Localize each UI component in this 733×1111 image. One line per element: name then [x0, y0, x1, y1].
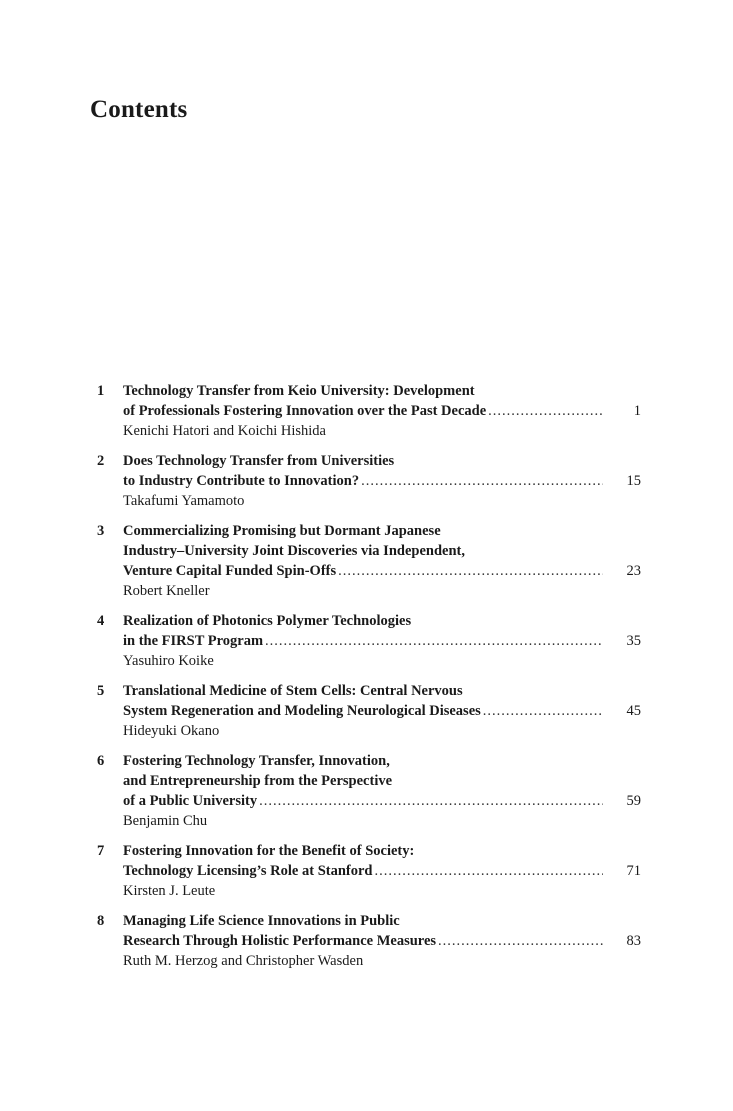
page-number: 1 — [633, 403, 641, 419]
chapter-title-line: Does Technology Transfer from Universities — [123, 453, 395, 469]
page-number: 71 — [626, 863, 641, 879]
page-number: 15 — [626, 473, 641, 489]
chapter-number: 5 — [97, 683, 105, 699]
chapter-author: Benjamin Chu — [123, 813, 208, 829]
chapter-title-line: Venture Capital Funded Spin-Offs — [123, 563, 337, 579]
toc-entry-4 — [0, 611, 733, 671]
dot-leader — [265, 631, 603, 651]
chapter-title-line: Translational Medicine of Stem Cells: Central Nervous — [123, 683, 463, 699]
table-of-contents — [0, 381, 733, 981]
chapter-number: 3 — [97, 523, 105, 539]
chapter-author: Kirsten J. Leute — [123, 883, 216, 899]
chapter-number: 8 — [97, 913, 105, 929]
toc-entry-2 — [0, 451, 733, 511]
chapter-number: 2 — [97, 453, 105, 469]
dot-leader — [483, 701, 603, 721]
chapter-title-line: of Professionals Fostering Innovation over the Past Decade — [123, 403, 487, 419]
chapter-title-line: Realization of Photonics Polymer Technologies — [123, 613, 412, 629]
chapter-author: Robert Kneller — [123, 583, 210, 599]
page-number: 45 — [626, 703, 641, 719]
chapter-title-line: System Regeneration and Modeling Neurological Diseases — [123, 703, 481, 719]
chapter-number: 1 — [97, 383, 105, 399]
page-number: 83 — [626, 933, 641, 949]
dot-leader — [438, 931, 603, 951]
chapter-number: 6 — [97, 753, 105, 769]
chapter-title-line: Industry–University Joint Discoveries via Independent, — [123, 543, 465, 559]
chapter-title-line: to Industry Contribute to Innovation? — [123, 473, 360, 489]
dot-leader — [488, 401, 603, 421]
toc-entry-7 — [0, 841, 733, 901]
page-number: 59 — [626, 793, 641, 809]
chapter-title-line: Managing Life Science Innovations in Public — [123, 913, 400, 929]
chapter-title-line: and Entrepreneurship from the Perspective — [123, 773, 393, 789]
chapter-author: Ruth M. Herzog and Christopher Wasden — [123, 953, 364, 969]
chapter-title-line: Technology Transfer from Keio University: Development — [123, 383, 475, 399]
dot-leader — [374, 861, 603, 881]
chapter-title-line: Fostering Innovation for the Benefit of Society: — [123, 843, 415, 859]
chapter-number: 7 — [97, 843, 105, 859]
chapter-author: Yasuhiro Koike — [123, 653, 214, 669]
chapter-author: Hideyuki Okano — [123, 723, 220, 739]
page-number: 35 — [626, 633, 641, 649]
chapter-title-line: of a Public University — [123, 793, 258, 809]
toc-entry-3 — [0, 521, 733, 601]
chapter-title-line: Technology Licensing’s Role at Stanford — [123, 863, 373, 879]
toc-entry-8 — [0, 911, 733, 971]
toc-entry-1 — [0, 381, 733, 441]
dot-leader — [338, 561, 603, 581]
toc-entry-6 — [0, 751, 733, 831]
page-number: 23 — [626, 563, 641, 579]
dot-leader — [259, 791, 603, 811]
chapter-title-line: Commercializing Promising but Dormant Japanese — [123, 523, 441, 539]
page-title: Contents — [90, 96, 188, 123]
chapter-author: Takafumi Yamamoto — [123, 493, 245, 509]
chapter-author: Kenichi Hatori and Koichi Hishida — [123, 423, 326, 439]
chapter-title-line: Fostering Technology Transfer, Innovation, — [123, 753, 390, 769]
toc-entry-5 — [0, 681, 733, 741]
dot-leader — [361, 471, 603, 491]
chapter-title-line: Research Through Holistic Performance Measures — [123, 933, 437, 949]
chapter-number: 4 — [97, 613, 105, 629]
chapter-title-line: in the FIRST Program — [123, 633, 264, 649]
